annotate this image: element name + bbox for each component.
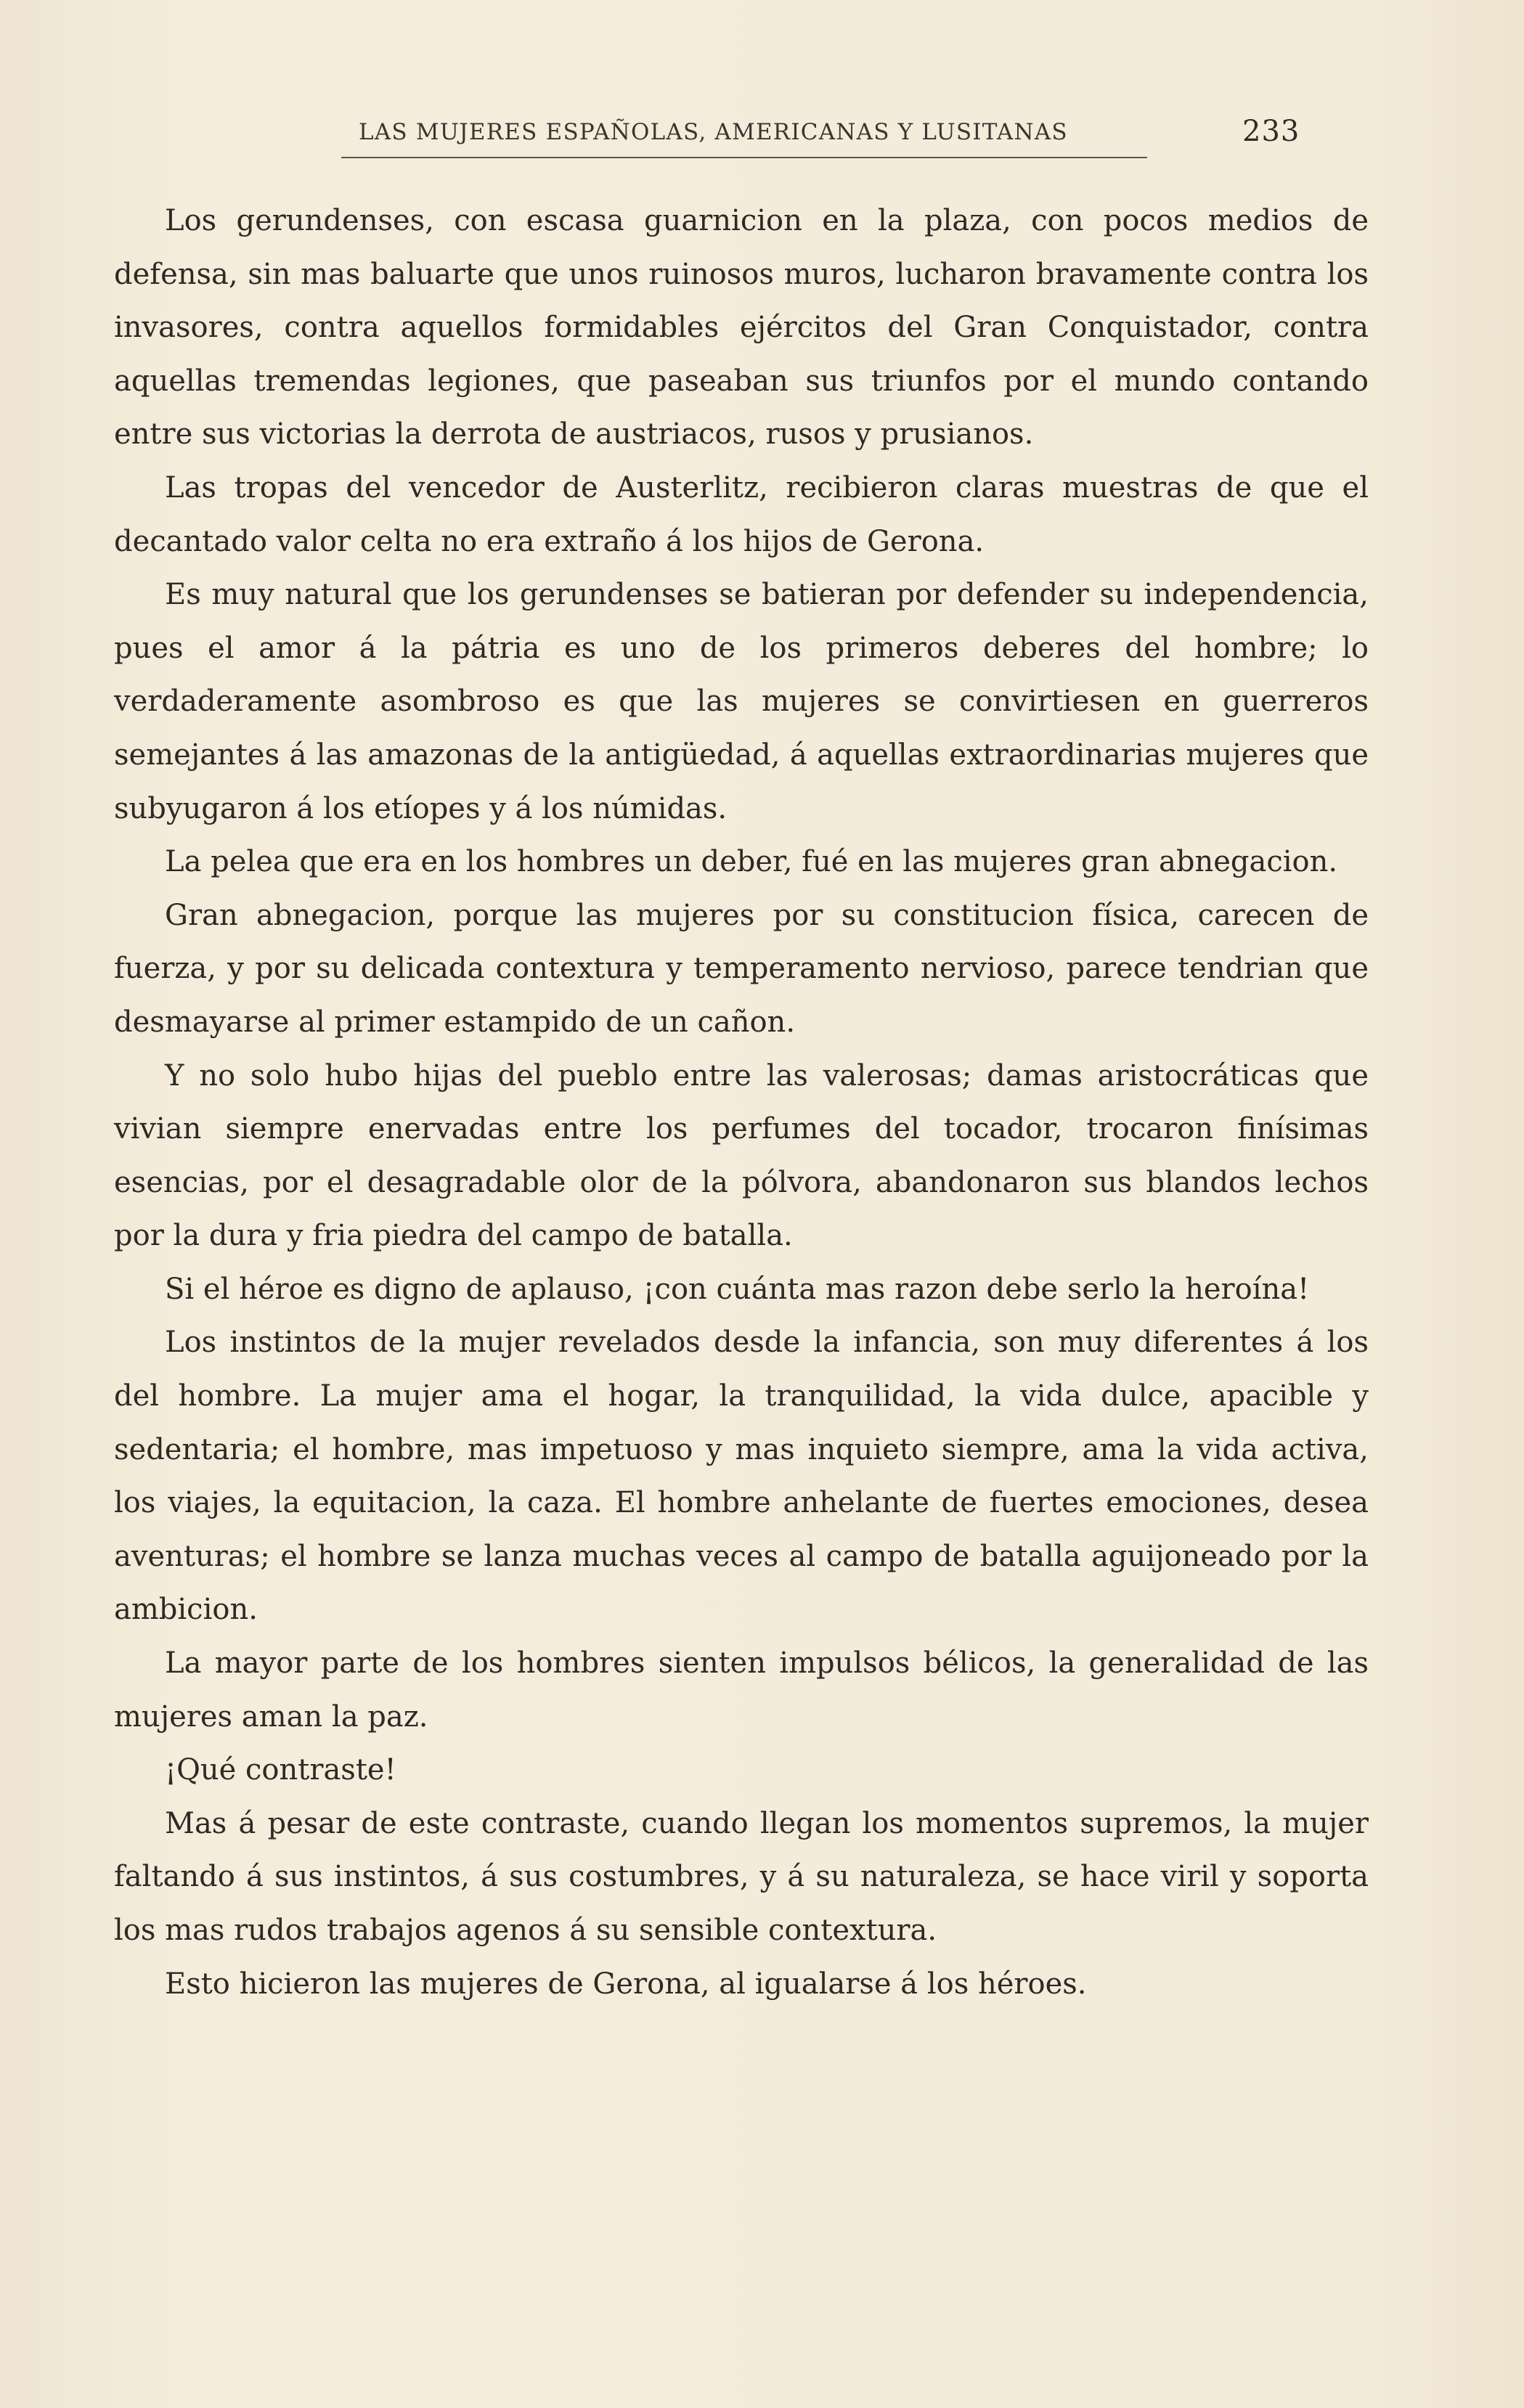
running-head xyxy=(341,110,1147,161)
paragraph: Las tropas del vencedor de Austerlitz, recibieron claras muestras de que el decantado valor celta no era extraño á los hijos de Gerona. xyxy=(114,470,1369,558)
paragraph: Y no solo hubo hijas del pueblo entre las valerosas; damas aristocráticas que vivian siempre enervadas entre los perfumes del tocador, trocaron finísimas esencias, por el desagradable olor de la pólvora, abandonaron sus blandos lechos por la dura y fria piedra del campo de batalla. xyxy=(114,1058,1369,1253)
paragraph: Los gerundenses, con escasa guarnicion en la plaza, con pocos medios de defensa, sin mas baluarte que unos ruinosos muros, lucharon bravamente contra los invasores, contra aquellos formidables ejércitos del Gran Conquistador, contra aquellas tremendas legiones, que paseaban sus triunfos por el mundo contando entre sus victorias la derrota de austriacos, rusos y prusianos. xyxy=(114,204,1369,452)
paragraph: Los instintos de la mujer revelados desde la infancia, son muy diferentes á los del hombre. La mujer ama el hogar, la tranquilidad, la vida dulce, apacible y sedentaria; el hombre, mas impetuoso y mas inquieto siempre, ama la vida activa, los viajes, la equitacion, la caza. El hombre anhelante de fuertes emociones, desea aventuras; el hombre se lanza muchas veces al campo de batalla aguijoneado por la ambicion. xyxy=(114,1326,1369,1627)
paragraph: La mayor parte de los hombres sienten impulsos bélicos, la generalidad de las mujeres aman la paz. xyxy=(114,1646,1369,1734)
paragraph: La pelea que era en los hombres un deber, fué en las mujeres gran abnegacion. xyxy=(165,845,1338,879)
paragraph: Si el héroe es digno de aplauso, ¡con cuánta mas razon debe serlo la heroína! xyxy=(165,1272,1310,1306)
page-number: 233 xyxy=(1242,115,1300,148)
running-title: LAS MUJERES ESPAÑOLAS, AMERICANAS Y LUSITANAS xyxy=(359,119,1068,145)
body-text xyxy=(114,195,1369,2011)
paragraph: Es muy natural que los gerundenses se batieran por defender su independencia, pues el amor á la pátria es uno de los primeros deberes del hombre; lo verdaderamente asombroso es que las mujeres se convirtiesen en guerreros semejantes á las amazonas de la antigüedad, á aquellas extraordinarias mujeres que subyugaron á los etíopes y á los númidas. xyxy=(114,578,1369,825)
paragraph: Esto hicieron las mujeres de Gerona, al igualarse á los héroes. xyxy=(165,1967,1087,2001)
paragraph: Mas á pesar de este contraste, cuando llegan los momentos supremos, la mujer faltando á sus instintos, á sus costumbres, y á su naturaleza, se hace viril y soporta los mas rudos trabajos agenos á su sensible contextura. xyxy=(114,1806,1369,1947)
header-rule xyxy=(341,157,1147,158)
paragraph: Gran abnegacion, porque las mujeres por su constitucion física, carecen de fuerza, y por su delicada contextura y temperamento nervioso, parece tendrian que desmayarse al primer estampido de un cañon. xyxy=(114,898,1369,1039)
paragraph: ¡Qué contraste! xyxy=(165,1753,396,1787)
